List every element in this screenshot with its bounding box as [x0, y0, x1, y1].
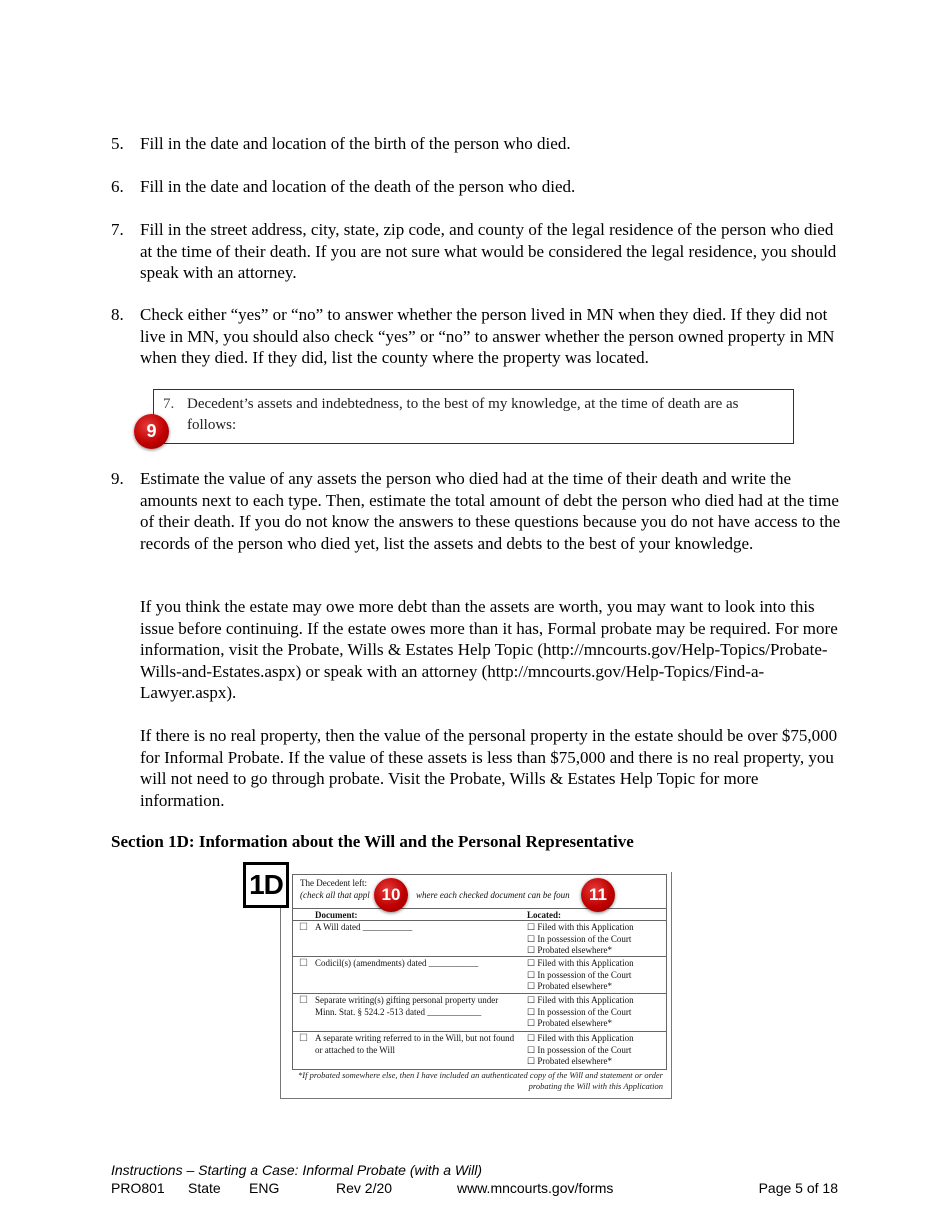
instruction-item-7: [111, 219, 841, 284]
document-cell: A separate writing referred to in the Will, but not found or attached to the Will: [315, 1033, 515, 1055]
location-elsewhere[interactable]: ☐ Probated elsewhere*: [527, 945, 613, 955]
footer-language: ENG: [249, 1180, 280, 1196]
location-options: [527, 958, 634, 993]
location-elsewhere[interactable]: ☐ Probated elsewhere*: [527, 981, 613, 991]
form-excerpt-assets: [153, 389, 794, 444]
table-instruction-left: (check all that appl: [300, 890, 370, 900]
real-property-paragraph: If there is no real property, then the value of the personal property in the estate should be over $75,000 for Informal Probate. If the value of these assets is less than $75,000 and there is no real property, you will not need to go through probate. Visit the Probate, Wills & Estates Help Topic for more information.: [140, 726, 838, 810]
footer-revision: Rev 2/20: [336, 1180, 393, 1196]
instruction-item-9: [111, 468, 841, 554]
section-heading: Section 1D: Information about the Will and the Personal Representative: [111, 832, 634, 851]
location-filed[interactable]: ☐ Filed with this Application: [527, 1033, 634, 1043]
instruction-item-8: [111, 304, 841, 369]
footer-title: Instructions – Starting a Case: Informal Probate (with a Will): [111, 1162, 483, 1178]
footer-form-id: PRO801: [111, 1180, 165, 1196]
item-number: 7.: [111, 220, 124, 239]
header-located: Located:: [527, 910, 561, 920]
footer-website-link[interactable]: www.mncourts.gov/forms: [457, 1180, 614, 1196]
location-filed[interactable]: ☐ Filed with this Application: [527, 922, 634, 932]
location-filed[interactable]: ☐ Filed with this Application: [527, 958, 634, 968]
item-text: Fill in the street address, city, state, zip code, and county of the legal residence of the person who died at the time of their death. If you are not sure what would be considered the legal residence, you should speak with an attorney.: [140, 220, 837, 282]
location-options: [527, 1033, 634, 1068]
checkbox-icon[interactable]: ☐: [299, 995, 308, 1006]
table-footnote: *If probated somewhere else, then I have included an authenticated copy of the Will and statement or order probating the Will with this Application: [298, 1070, 663, 1091]
item-number: 5.: [111, 134, 124, 153]
location-court[interactable]: ☐ In possession of the Court: [527, 1044, 632, 1055]
header-document: Document:: [315, 910, 358, 920]
item-text: Estimate the value of any assets the person who died had at the time of their death and write the amounts next to each type. Then, estimate the total amount of debt the person who died had at the time of their death. If you do not know the answers to these questions because you do not have access to the records of the person who died yet, list the assets and debts to the best of your knowledge.: [140, 469, 841, 553]
table-title: The Decedent left:: [300, 878, 367, 888]
excerpt-text: Decedent’s assets and indebtedness, to the best of my knowledge, at the time of death are as follows:: [187, 396, 739, 433]
table-row: [293, 920, 666, 957]
step-badge-10: 10: [374, 878, 408, 912]
instruction-item-5: [111, 133, 841, 155]
item-text: Fill in the date and location of the birth of the person who died.: [140, 134, 571, 153]
location-elsewhere[interactable]: ☐ Probated elsewhere*: [527, 1018, 613, 1028]
item-text: Fill in the date and location of the death of the person who died.: [140, 177, 576, 196]
instruction-item-6: [111, 176, 841, 198]
checkbox-icon[interactable]: ☐: [299, 922, 308, 933]
table-instruction-right: where each checked document can be foun: [416, 890, 570, 900]
footer-jurisdiction: State: [188, 1180, 221, 1196]
checkbox-icon[interactable]: ☐: [299, 1033, 308, 1044]
checkbox-icon[interactable]: ☐: [299, 958, 308, 969]
location-filed[interactable]: ☐ Filed with this Application: [527, 995, 634, 1005]
footer-info: [111, 1180, 841, 1197]
table-row: [293, 956, 666, 993]
section-label-1d: 1D: [243, 862, 289, 908]
footer-page-number: Page 5 of 18: [758, 1180, 838, 1196]
location-options: [527, 995, 634, 1030]
location-elsewhere[interactable]: ☐ Probated elsewhere*: [527, 1056, 613, 1066]
item-text: Check either “yes” or “no” to answer whether the person lived in MN when they died. If they did not live in MN, you should also check “yes” or “no” to answer whether the person owned property in MN when they died. If they did, list the county where the property was located.: [140, 305, 835, 367]
document-cell: Separate writing(s) gifting personal property under Minn. Stat. § 524.2 -513 dated ____________: [315, 995, 499, 1017]
item-number: 9.: [111, 469, 124, 488]
location-court[interactable]: ☐ In possession of the Court: [527, 1006, 632, 1017]
step-badge-9: 9: [134, 414, 169, 449]
excerpt-number: 7.: [163, 396, 175, 412]
form-excerpt-1d: [243, 862, 673, 1100]
table-row: [293, 1031, 666, 1069]
location-court[interactable]: ☐ In possession of the Court: [527, 933, 632, 944]
table-row: [293, 993, 666, 1031]
location-options: [527, 922, 634, 957]
document-cell: A Will dated ___________: [315, 922, 413, 932]
debt-paragraph: If you think the estate may owe more debt than the assets are worth, you may want to look into this issue before continuing. If the estate owes more than it has, Formal probate may be required. For more information, visit the Probate, Wills & Estates Help Topic (http://mncourts.gov/Help-Topics/Probate-Wills-and-Estates.aspx) or speak with an attorney (http://mncourts.gov/Help-Topics/Find-a-Lawyer.aspx).: [140, 597, 838, 702]
document-cell: Codicil(s) (amendments) dated ___________: [315, 958, 479, 968]
item-number: 6.: [111, 177, 124, 196]
location-court[interactable]: ☐ In possession of the Court: [527, 969, 632, 980]
item-number: 8.: [111, 305, 124, 324]
step-badge-11: 11: [581, 878, 615, 912]
